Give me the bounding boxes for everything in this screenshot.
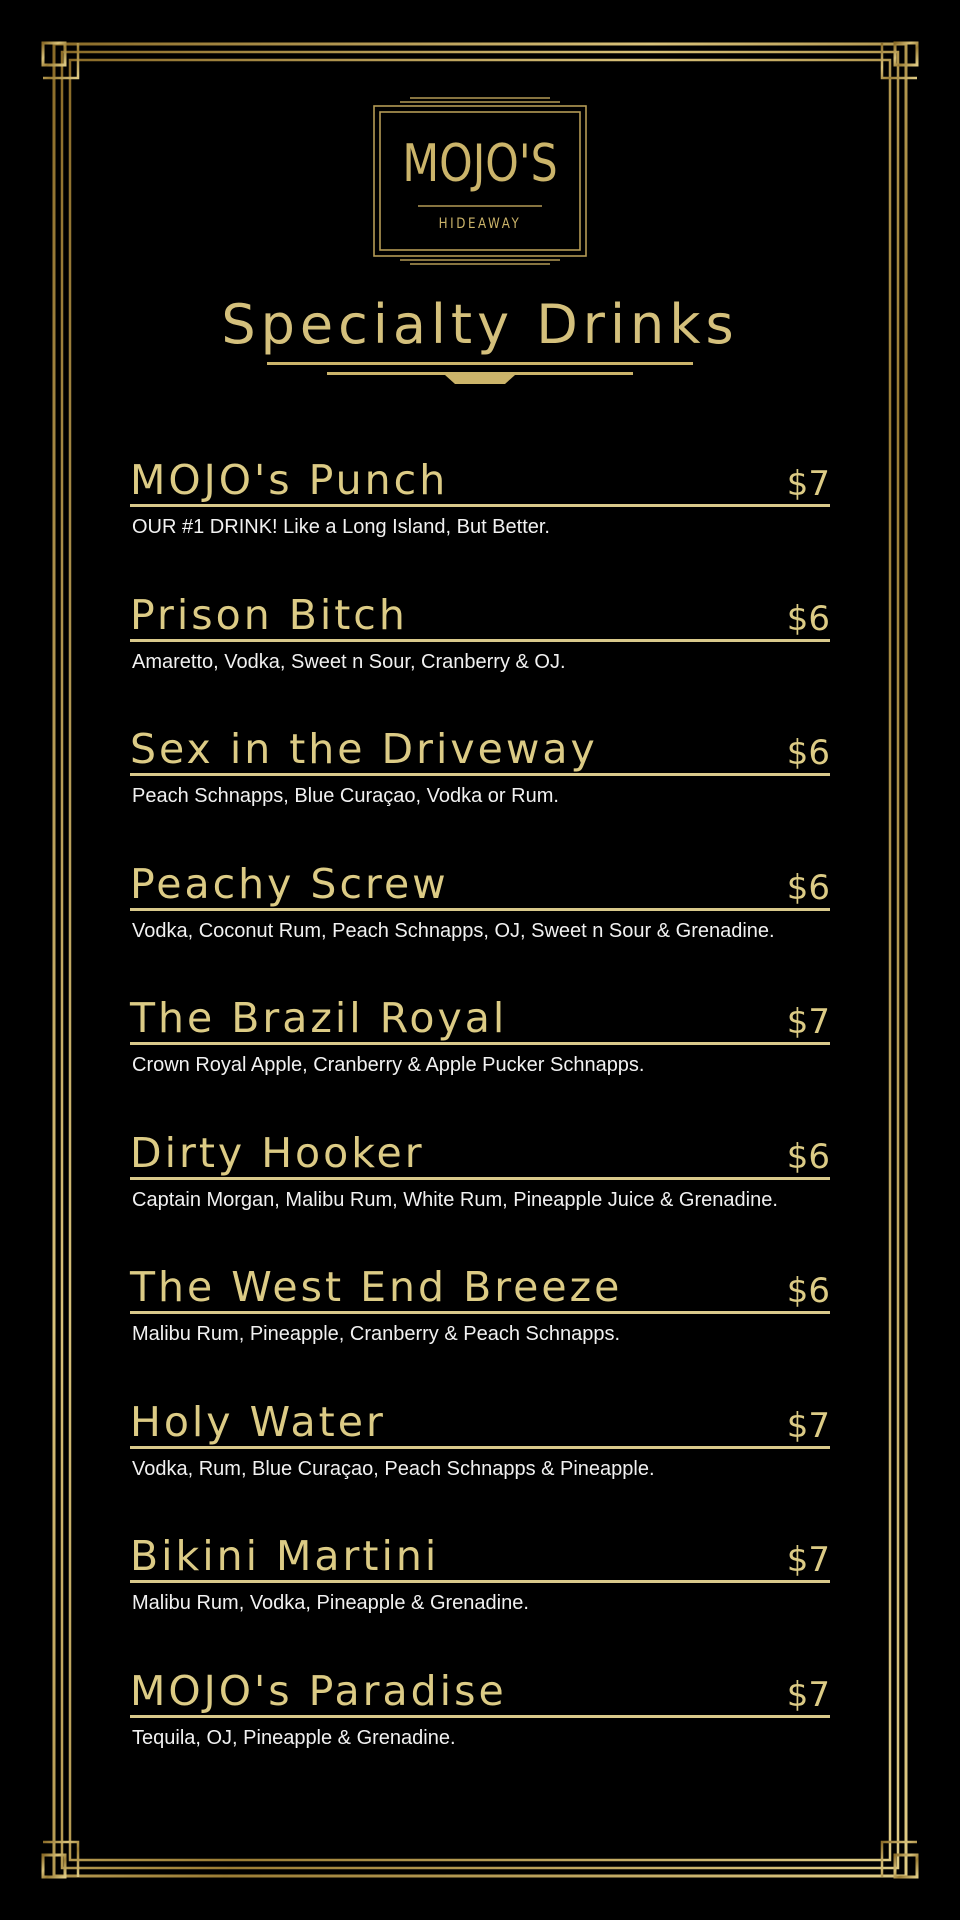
drink-name: MOJO's Paradise bbox=[130, 1666, 507, 1715]
menu-item-header bbox=[130, 1530, 830, 1583]
menu-item-header bbox=[130, 454, 830, 507]
menu-item bbox=[130, 1665, 830, 1800]
menu-item bbox=[130, 589, 830, 724]
drink-price: $7 bbox=[786, 1002, 830, 1042]
menu-item-header bbox=[130, 723, 830, 776]
menu-item bbox=[130, 1530, 830, 1665]
drink-description: Malibu Rum, Pineapple, Cranberry & Peach Schnapps. bbox=[132, 1323, 621, 1345]
menu-item bbox=[130, 1127, 830, 1262]
drink-name: MOJO's Punch bbox=[130, 456, 449, 504]
menu-item bbox=[130, 1261, 830, 1396]
drink-price: $6 bbox=[786, 598, 830, 639]
logo-wordmark: MOJO'S bbox=[402, 134, 558, 194]
drink-price: $6 bbox=[786, 733, 830, 773]
menu-item bbox=[130, 858, 830, 993]
drink-name: Prison Bitch bbox=[130, 590, 408, 639]
logo bbox=[370, 96, 590, 266]
logo-subtitle: HIDEAWAY bbox=[438, 216, 522, 232]
drink-name: Dirty Hooker bbox=[130, 1128, 425, 1177]
page-title: Specialty Drinks bbox=[221, 293, 739, 356]
drinks-menu bbox=[130, 454, 830, 1799]
menu-item bbox=[130, 992, 830, 1127]
title-underline-ornament bbox=[267, 360, 693, 390]
drink-description: Crown Royal Apple, Cranberry & Apple Pucker Schnapps. bbox=[132, 1054, 645, 1076]
menu-item-header bbox=[130, 992, 830, 1045]
drink-price: $6 bbox=[786, 867, 830, 908]
drink-name: Peachy Screw bbox=[130, 859, 449, 908]
drink-description: Captain Morgan, Malibu Rum, White Rum, Pineapple Juice & Grenadine. bbox=[132, 1188, 778, 1211]
drink-price: $7 bbox=[786, 1405, 830, 1446]
drink-description: Vodka, Rum, Blue Curaçao, Peach Schnapps & Pineapple. bbox=[132, 1457, 655, 1480]
menu-item bbox=[130, 723, 830, 858]
drink-name: Holy Water bbox=[130, 1397, 386, 1446]
drink-price: $6 bbox=[786, 1271, 830, 1311]
drink-price: $6 bbox=[786, 1136, 830, 1177]
drink-price: $7 bbox=[786, 1674, 830, 1715]
menu-item-header bbox=[130, 1665, 830, 1718]
drink-description: Amaretto, Vodka, Sweet n Sour, Cranberry & OJ. bbox=[132, 650, 566, 673]
drink-name: Sex in the Driveway bbox=[130, 725, 598, 773]
drink-description: Peach Schnapps, Blue Curaçao, Vodka or Rum. bbox=[132, 785, 559, 807]
menu-item bbox=[130, 454, 830, 589]
menu-item-header bbox=[130, 1396, 830, 1449]
drink-name: The Brazil Royal bbox=[130, 994, 508, 1042]
menu-item-header bbox=[130, 858, 830, 911]
drink-price: $7 bbox=[786, 464, 830, 504]
drink-name: Bikini Martini bbox=[130, 1532, 440, 1580]
menu-item-header bbox=[130, 1261, 830, 1314]
drink-description: OUR #1 DRINK! Like a Long Island, But Better. bbox=[132, 516, 550, 538]
drink-price: $7 bbox=[786, 1540, 830, 1580]
drink-name: The West End Breeze bbox=[130, 1263, 623, 1311]
drink-description: Malibu Rum, Vodka, Pineapple & Grenadine. bbox=[132, 1592, 529, 1614]
menu-item-header bbox=[130, 1127, 830, 1180]
menu-item bbox=[130, 1396, 830, 1531]
drink-description: Tequila, OJ, Pineapple & Grenadine. bbox=[132, 1726, 456, 1749]
menu-item-header bbox=[130, 589, 830, 642]
drink-description: Vodka, Coconut Rum, Peach Schnapps, OJ, Sweet n Sour & Grenadine. bbox=[132, 919, 775, 942]
